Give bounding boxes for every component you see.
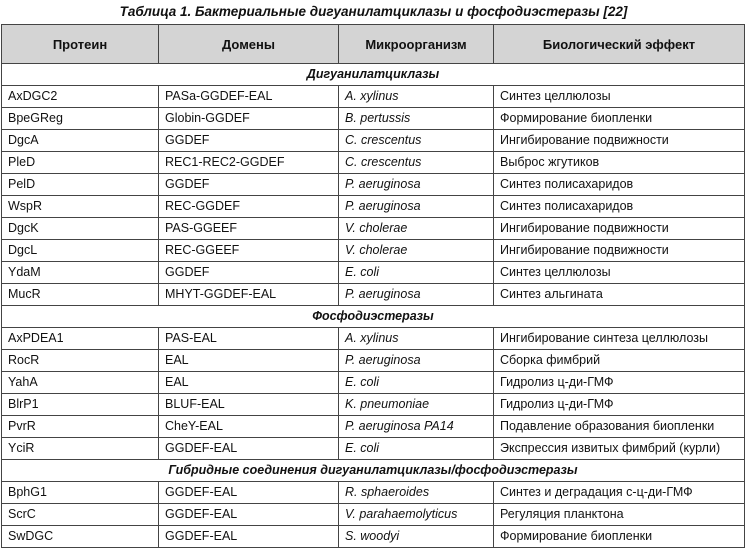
table-row [2,108,745,130]
table-row [2,240,745,262]
protein-cell: BphG1 [2,482,159,504]
organism-cell: A. xylinus [339,328,494,350]
enzyme-table [1,24,745,548]
protein-cell: SwDGC [2,526,159,548]
domains-cell: EAL [159,350,339,372]
protein-cell: WspR [2,196,159,218]
domains-cell: PAS-EAL [159,328,339,350]
effect-cell: Синтез альгината [494,284,745,306]
organism-cell: E. coli [339,262,494,284]
organism-cell: V. cholerae [339,240,494,262]
domains-cell: GGDEF [159,262,339,284]
table-row [2,86,745,108]
organism-cell: A. xylinus [339,86,494,108]
protein-cell: YdaM [2,262,159,284]
table-row [2,350,745,372]
protein-cell: MucR [2,284,159,306]
section-title: Гибридные соединения дигуанилатциклазы/фосфодиэстеразы [2,460,745,482]
protein-cell: DgcK [2,218,159,240]
section-row [2,64,745,86]
domains-cell: BLUF-EAL [159,394,339,416]
organism-cell: P. aeruginosa [339,174,494,196]
organism-cell: P. aeruginosa [339,350,494,372]
protein-cell: YahA [2,372,159,394]
table-row [2,372,745,394]
domains-cell: REC1-REC2-GGDEF [159,152,339,174]
organism-cell: K. pneumoniae [339,394,494,416]
domains-cell: PASa-GGDEF-EAL [159,86,339,108]
protein-cell: DgcL [2,240,159,262]
table-caption: Таблица 1. Бактериальные дигуанилатциклазы и фосфодиэстеразы [22] [119,4,628,19]
table-body [2,64,745,548]
effect-cell: Синтез целлюлозы [494,262,745,284]
domains-cell: REC-GGDEF [159,196,339,218]
organism-cell: E. coli [339,438,494,460]
effect-cell: Ингибирование подвижности [494,240,745,262]
header-effect: Биологический эффект [494,25,745,64]
organism-cell: C. crescentus [339,130,494,152]
effect-cell: Ингибирование подвижности [494,218,745,240]
table-row [2,482,745,504]
table-row [2,526,745,548]
header-organism: Микроорганизм [339,25,494,64]
domains-cell: GGDEF-EAL [159,504,339,526]
section-title: Фосфодиэстеразы [2,306,745,328]
effect-cell: Синтез полисахаридов [494,174,745,196]
header-protein: Протеин [2,25,159,64]
effect-cell: Ингибирование синтеза целлюлозы [494,328,745,350]
domains-cell: CheY-EAL [159,416,339,438]
effect-cell: Синтез целлюлозы [494,86,745,108]
effect-cell: Сборка фимбрий [494,350,745,372]
protein-cell: BpeGReg [2,108,159,130]
protein-cell: PvrR [2,416,159,438]
domains-cell: REC-GGEEF [159,240,339,262]
table-row [2,152,745,174]
table-row [2,218,745,240]
protein-cell: ScrC [2,504,159,526]
effect-cell: Подавление образования биопленки [494,416,745,438]
effect-cell: Ингибирование подвижности [494,130,745,152]
table-row [2,394,745,416]
organism-cell: B. pertussis [339,108,494,130]
table-row [2,328,745,350]
domains-cell: GGDEF-EAL [159,482,339,504]
domains-cell: GGDEF-EAL [159,438,339,460]
protein-cell: YciR [2,438,159,460]
organism-cell: V. cholerae [339,218,494,240]
organism-cell: S. woodyi [339,526,494,548]
table-row [2,504,745,526]
organism-cell: E. coli [339,372,494,394]
effect-cell: Синтез и деградация с-ц-ди-ГМФ [494,482,745,504]
section-row [2,306,745,328]
organism-cell: P. aeruginosa PA14 [339,416,494,438]
table-row [2,174,745,196]
table-row [2,284,745,306]
effect-cell: Синтез полисахаридов [494,196,745,218]
domains-cell: Globin-GGDEF [159,108,339,130]
table-row [2,196,745,218]
section-title: Дигуанилатциклазы [2,64,745,86]
organism-cell: V. parahaemolyticus [339,504,494,526]
effect-cell: Формирование биопленки [494,526,745,548]
organism-cell: P. aeruginosa [339,284,494,306]
header-row [2,25,745,64]
section-row [2,460,745,482]
protein-cell: AxDGC2 [2,86,159,108]
effect-cell: Гидролиз ц-ди-ГМФ [494,372,745,394]
organism-cell: C. crescentus [339,152,494,174]
effect-cell: Регуляция планктона [494,504,745,526]
effect-cell: Формирование биопленки [494,108,745,130]
domains-cell: PAS-GGEEF [159,218,339,240]
protein-cell: PelD [2,174,159,196]
organism-cell: P. aeruginosa [339,196,494,218]
header-domains: Домены [159,25,339,64]
effect-cell: Экспрессия извитых фимбрий (курли) [494,438,745,460]
domains-cell: GGDEF [159,130,339,152]
protein-cell: PleD [2,152,159,174]
domains-cell: GGDEF-EAL [159,526,339,548]
domains-cell: MHYT-GGDEF-EAL [159,284,339,306]
table-row [2,130,745,152]
domains-cell: EAL [159,372,339,394]
organism-cell: R. sphaeroides [339,482,494,504]
effect-cell: Гидролиз ц-ди-ГМФ [494,394,745,416]
domains-cell: GGDEF [159,174,339,196]
protein-cell: BlrP1 [2,394,159,416]
protein-cell: RocR [2,350,159,372]
effect-cell: Выброс жгутиков [494,152,745,174]
protein-cell: DgcA [2,130,159,152]
table-row [2,262,745,284]
protein-cell: AxPDEA1 [2,328,159,350]
table-row [2,438,745,460]
table-row [2,416,745,438]
